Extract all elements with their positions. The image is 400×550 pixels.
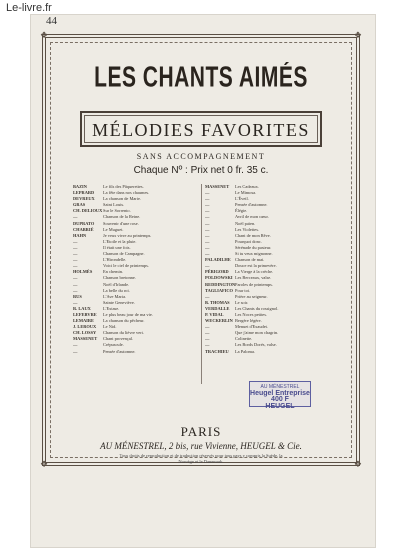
song-title: La chanson du pêcheur. [103, 318, 145, 324]
song-title: Menuet d'Exaudet. [235, 324, 268, 330]
song-title: Le soir. [235, 299, 249, 305]
song-composer: CH. DELIOUX [73, 208, 103, 214]
song-composer: — [73, 281, 78, 287]
song-title: Crépuscule. [103, 342, 124, 348]
publisher: AU MÉNESTREL, 2 bis, rue Vivienne, HEUGEL & Cie. [100, 441, 302, 451]
collection-title: LES CHANTS AIMÉS [94, 62, 308, 94]
song-composer: — [205, 324, 210, 330]
song-composer: — [73, 238, 78, 244]
song-composer: — [73, 263, 78, 269]
song-title: Noël païen. [235, 220, 256, 226]
song-composer: — [205, 238, 210, 244]
city: PARIS [180, 424, 222, 439]
song-title: Chanson du lièvre vert. [103, 330, 144, 336]
song-title: Chanson de Campagne. [103, 251, 145, 257]
song-title: Les Noces petites. [235, 311, 268, 317]
song-title: L'Éveil. [235, 196, 249, 202]
song-composer: LEFEBVRE [73, 311, 97, 317]
song-title: Chanson de la Reine. [103, 214, 141, 220]
stamp-line-2: Heugel Entreprise 400 F [250, 389, 310, 403]
song-composer: — [205, 330, 210, 336]
song-composer: J. LEROUX [73, 324, 97, 330]
dealer-stamp [249, 381, 311, 410]
price-line: Chaque Nº : Prix net 0 fr. 35 c. [133, 165, 269, 176]
song-title: Les Cadeaux. [235, 184, 259, 189]
song-title: Le Mimosa. [235, 190, 257, 196]
song-composer: WECKERLIN [205, 318, 233, 324]
song-composer: — [73, 342, 78, 348]
song-title: L'Etoile et la pluie. [103, 238, 137, 244]
song-title: Voici le ciel de printemps. [103, 263, 149, 269]
song-title: Paroles de printemps. [235, 281, 273, 287]
song-composer: VERDALLE [205, 305, 230, 311]
song-composer: BAZIN [73, 184, 87, 189]
subtitle: MÉLODIES FAVORITES [92, 120, 310, 140]
song-composer: GRAS [73, 202, 86, 208]
subtitle-box [80, 111, 322, 147]
song-title: Colinette. [235, 336, 253, 342]
song-title: Il était une fois. [103, 244, 131, 250]
song-title: Saint Louis. [103, 202, 125, 208]
song-title: Les Chants du rossignol. [235, 305, 279, 311]
song-composer: — [205, 208, 210, 214]
song-title: La Paloma. [235, 348, 255, 354]
song-title: Pensée d'automne. [103, 348, 136, 354]
song-title: Sérénade du pasteur. [235, 244, 272, 250]
song-title: L'Extase. [103, 305, 120, 311]
corner-ornament-icon: ❖ [40, 30, 49, 40]
song-composer: — [205, 202, 210, 208]
song-title: Pensée d'automne. [235, 202, 268, 208]
song-composer: — [73, 287, 78, 293]
song-composer: — [73, 251, 78, 257]
song-title: Douce est la primevère. [235, 263, 277, 269]
song-composer: — [205, 220, 210, 226]
song-composer: — [205, 251, 210, 257]
song-title: Chanson de mai. [235, 257, 265, 263]
song-entry [205, 349, 332, 355]
song-composer: — [205, 293, 210, 299]
song-composer: PÉRIGORD [205, 269, 229, 275]
song-title: La fête dans nos chaumes. [103, 190, 150, 196]
song-title: Chant provençal. [103, 336, 133, 342]
song-title: En chemin. [103, 269, 123, 275]
song-title: Chant de mon Rêve. [235, 232, 271, 238]
song-title: Prière au seigneur. [235, 293, 268, 299]
song-title: Sainte Geneviève. [103, 299, 135, 305]
song-composer: — [205, 226, 210, 232]
song-title: Chanson bretonne. [103, 275, 136, 281]
song-composer: P. VIDAL [205, 311, 224, 317]
song-list-left [73, 184, 200, 355]
song-composer: HAHN [73, 232, 87, 238]
song-title: Je veux vivre au printemps. [103, 232, 152, 238]
song-composer: LEPRARD [73, 190, 95, 196]
song-title: L'Ave Maria. [103, 293, 127, 299]
song-composer: — [73, 257, 78, 263]
song-title: Pour toi. [235, 287, 251, 293]
song-composer: R. LAUX [73, 305, 91, 311]
song-title: Élégie. [235, 208, 248, 214]
song-composer: REDDINGTON [205, 281, 236, 287]
song-title: Si tu veux mignonne. [235, 251, 273, 257]
song-title: Le plus beau jour de ma vie. [103, 311, 153, 317]
song-title: Le fils des Pâquerettes. [103, 184, 144, 189]
song-composer: RUS [73, 293, 82, 299]
song-title: Le Muguet. [103, 226, 124, 232]
song-title: Que j'aime mon chagrin. [235, 330, 279, 336]
song-composer: — [205, 232, 210, 238]
column-divider [201, 184, 202, 384]
corner-ornament-icon: ❖ [353, 30, 362, 40]
song-title: Souvenir d'une rose. [103, 220, 139, 226]
watermark-text: Le-livre.fr [6, 2, 52, 14]
stamp-line-3: HEUGEL [265, 402, 295, 410]
song-composer: LEMAIRE [73, 318, 94, 324]
song-title: Sur le Sorrento. [103, 208, 131, 214]
stamp-line-1: AU MÉNESTREL [260, 384, 300, 390]
song-entry [73, 349, 200, 355]
song-composer: MASSENET [73, 336, 98, 342]
song-composer: CHABRIÉ [73, 226, 94, 232]
song-title: Le Nid. [103, 324, 117, 330]
song-composer: — [205, 342, 210, 348]
song-title: Bergère légère. [235, 318, 262, 324]
song-composer: — [73, 275, 78, 281]
song-composer: CH. LOSSY [73, 330, 97, 336]
accompaniment-note: SANS ACCOMPAGNEMENT [136, 152, 266, 161]
song-composer: — [73, 214, 78, 220]
song-composer: B. THOMAS [205, 299, 230, 305]
song-composer: TRACHIEU [205, 348, 229, 354]
song-composer: — [205, 336, 210, 342]
song-composer: — [205, 190, 210, 196]
song-composer: — [205, 214, 210, 220]
song-title: La belle du roi. [103, 287, 130, 293]
corner-ornament-icon: ❖ [353, 459, 362, 469]
song-title: Les Berceaux, valse. [235, 275, 272, 281]
song-composer: PALADILHE [205, 257, 231, 263]
song-title: L'Hirondelle. [103, 257, 127, 263]
song-title: Les Bords Dorés, valse. [235, 342, 277, 348]
corner-ornament-icon: ❖ [40, 459, 49, 469]
song-composer: — [73, 299, 78, 305]
folio-number: 44 [46, 15, 57, 27]
song-title: Avril de mon cœur. [235, 214, 269, 220]
song-title: Les Violettes. [235, 226, 260, 232]
song-composer: — [205, 196, 210, 202]
song-composer: TAGLIAFICO [205, 287, 233, 293]
song-composer: MASSENET [205, 184, 230, 189]
song-list-right [205, 184, 332, 355]
song-composer: — [205, 244, 210, 250]
song-title: La Vierge à la crèche. [235, 269, 274, 275]
song-composer: — [73, 348, 78, 354]
song-composer: — [73, 244, 78, 250]
song-composer: DEVREUX [73, 196, 95, 202]
song-composer: POLDOWSKI [205, 275, 233, 281]
song-title: Noël d'Irlande. [103, 281, 130, 287]
song-composer: — [205, 263, 210, 269]
song-title: La chanson de Marie. [103, 196, 142, 202]
song-composer: DUPRATO [73, 220, 95, 226]
rights-notice: Tous droits de reproduction et de traduction réservés pour tous pays y compris la Suède, la Norvège et le Danemark. [119, 453, 283, 464]
song-title: Pourquoi donc. [235, 238, 262, 244]
song-composer: HOLMÈS [73, 269, 93, 275]
